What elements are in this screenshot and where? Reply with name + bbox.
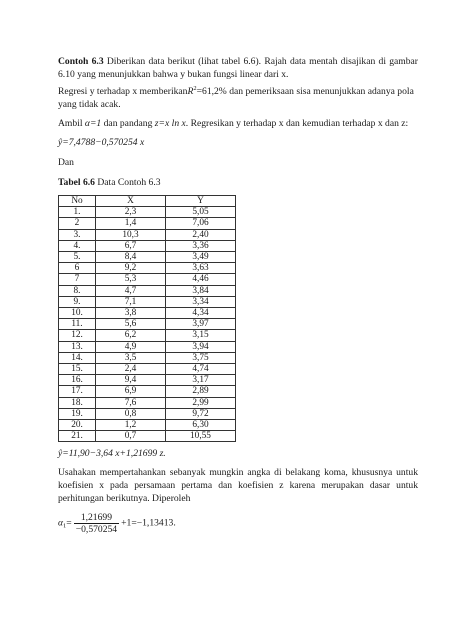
alpha-lhs: α [58,517,64,529]
cell-x: 1,4 [96,218,166,229]
cell-no: 9. [59,296,96,307]
cell-y: 3,17 [166,375,236,386]
cell-x: 7,1 [96,296,166,307]
cell-no: 10. [59,308,96,319]
table-row [59,386,236,397]
regression-text-a: Regresi y terhadap x memberikan [58,86,188,97]
data-table [58,195,236,442]
cell-x: 5,3 [96,274,166,285]
cell-no: 13. [59,341,96,352]
cell-no: 19. [59,408,96,419]
cell-y: 10,55 [166,431,236,442]
header-x: X [96,196,166,207]
table-row [59,420,236,431]
z-definition: z=x ln x [154,118,186,129]
cell-no: 20. [59,420,96,431]
cell-x: 6,2 [96,330,166,341]
table-row [59,408,236,419]
cell-x: 3,5 [96,352,166,363]
cell-no: 21. [59,431,96,442]
table-row [59,431,236,442]
cell-x: 2,3 [96,207,166,218]
cell-y: 9,72 [166,408,236,419]
cell-x: 3,8 [96,308,166,319]
table-row [59,375,236,386]
cell-y: 4,34 [166,308,236,319]
cell-y: 3,49 [166,252,236,263]
table-row [59,296,236,307]
cell-y: 3,97 [166,319,236,330]
example-label: Contoh 6.3 [58,56,104,67]
cell-y: 5,05 [166,207,236,218]
cell-y: 3,84 [166,285,236,296]
cell-no: 16. [59,375,96,386]
cell-no: 2 [59,218,96,229]
ambil-paragraph [58,117,418,130]
cell-y: 4,46 [166,274,236,285]
r-squared-exponent: 2 [193,84,197,92]
alpha-equals: = [66,517,72,529]
alpha-rhs: +1=−1,13413. [121,517,176,529]
table-row [59,330,236,341]
usahakan-paragraph: Usahakan mempertahankan sebanyak mungkin angka di belakang koma, khususnya untuk koefisien x pada persamaan pertama dan koefisien z karena merupakan dasar untuk perhitungan berikutnya. Diperoleh [58,467,418,504]
table-row [59,285,236,296]
cell-x: 6,9 [96,386,166,397]
cell-y: 3,15 [166,330,236,341]
cell-no: 15. [59,364,96,375]
cell-no: 17. [59,386,96,397]
header-y: Y [166,196,236,207]
fraction-denominator: −0,570254 [75,524,118,535]
alpha-subscript: 1 [63,522,67,530]
cell-no: 18. [59,397,96,408]
cell-y: 2,89 [166,386,236,397]
cell-y: 2,40 [166,229,236,240]
table-row [59,252,236,263]
cell-no: 4. [59,240,96,251]
table-row [59,274,236,285]
cell-no: 5. [59,252,96,263]
cell-y: 7,06 [166,218,236,229]
table-caption [58,176,418,189]
cell-y: 2,99 [166,397,236,408]
table-row [59,207,236,218]
cell-y: 6,30 [166,420,236,431]
cell-x: 9,4 [96,375,166,386]
table-row [59,229,236,240]
cell-x: 6,7 [96,240,166,251]
table-row [59,308,236,319]
cell-no: 1. [59,207,96,218]
table-caption-text: Data Contoh 6.3 [94,177,161,188]
cell-x: 7,6 [96,397,166,408]
ambil-text-b: dan pandang [101,118,155,129]
regression-paragraph [58,85,418,111]
cell-no: 11. [59,319,96,330]
cell-no: 7 [59,274,96,285]
cell-x: 4,7 [96,285,166,296]
ambil-text-c: . Regresikan y terhadap x dan kemudian terhadap x dan z: [185,118,409,129]
cell-no: 3. [59,229,96,240]
cell-y: 3,34 [166,296,236,307]
cell-x: 10,3 [96,229,166,240]
intro-text: Diberikan data berikut (lihat tabel 6.6). Rajah data mentah disajikan di gambar 6.10 yang menunjukkan bahwa y bukan fungsi linear dari x. [58,56,418,80]
cell-x: 2,4 [96,364,166,375]
alpha-equation [58,512,418,535]
cell-x: 5,6 [96,319,166,330]
table-caption-label: Tabel 6.6 [58,177,95,188]
cell-y: 3,63 [166,263,236,274]
ambil-text-a: Ambil [58,118,85,129]
r-squared-value: =61,2% [196,86,227,97]
table-row [59,319,236,330]
table-row [59,397,236,408]
cell-y: 3,75 [166,352,236,363]
fraction-numerator: 1,21699 [74,512,119,524]
cell-x: 1,2 [96,420,166,431]
cell-x: 4,9 [96,341,166,352]
cell-x: 0,7 [96,431,166,442]
alpha-fraction [74,512,119,535]
cell-x: 0,8 [96,408,166,419]
r-squared-symbol: R [187,86,194,97]
cell-x: 9,2 [96,263,166,274]
cell-no: 8. [59,285,96,296]
table-row [59,240,236,251]
header-no: No [59,196,96,207]
intro-paragraph [58,55,418,81]
table-row [59,218,236,229]
cell-y: 3,94 [166,341,236,352]
dan-text: Dan [58,157,74,168]
regression-text-c: dan pemeriksaan sisa menunjukkan adanya pola yang tidak acak. [58,86,414,110]
table-row [59,352,236,363]
cell-no: 12. [59,330,96,341]
table-header-row [59,196,236,207]
cell-no: 14. [59,352,96,363]
cell-no: 6 [59,263,96,274]
table-row [59,364,236,375]
cell-y: 3,36 [166,240,236,251]
cell-y: 4,74 [166,364,236,375]
table-row [59,341,236,352]
table-row [59,263,236,274]
equation-2: ŷ=11,90−3,64 x+1,21699 z. [58,448,166,459]
equation-1: ŷ=7,4788−0,570254 x [58,137,145,148]
alpha-definition: α=1 [84,118,102,129]
cell-x: 8,4 [96,252,166,263]
